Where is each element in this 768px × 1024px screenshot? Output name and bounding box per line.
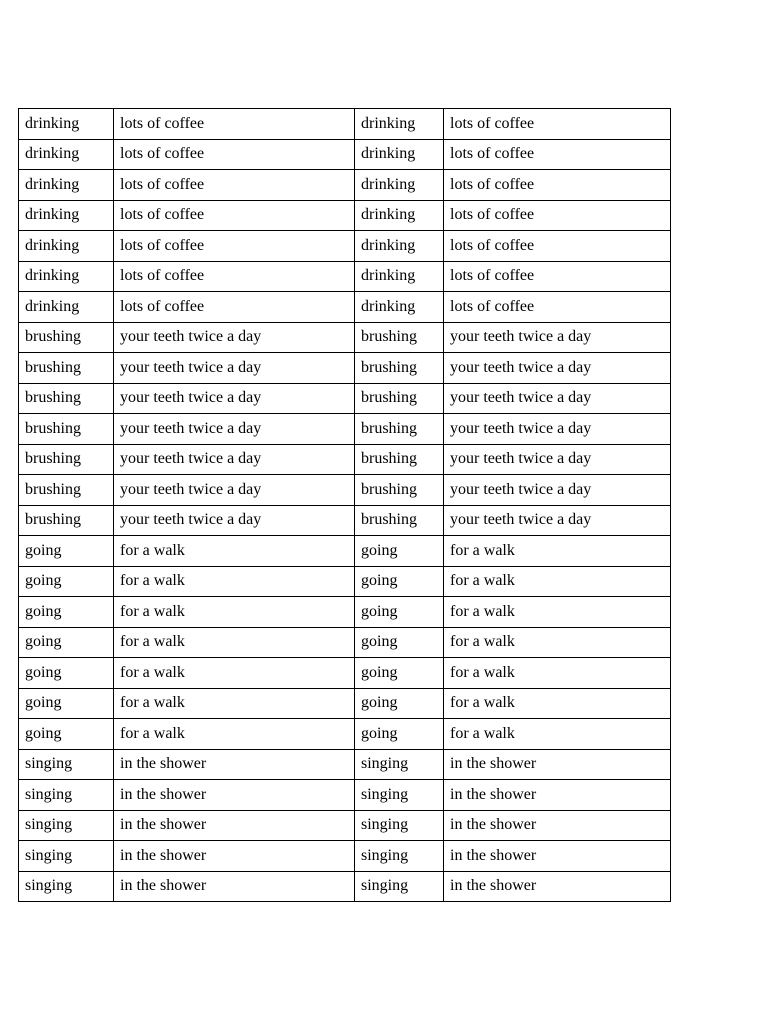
phrase-cell: lots of coffee <box>114 170 355 201</box>
phrase-cell: for a walk <box>114 688 355 719</box>
phrase-cell: lots of coffee <box>444 261 671 292</box>
verb-cell: going <box>355 627 444 658</box>
verb-cell: brushing <box>355 444 444 475</box>
table-row <box>19 688 671 719</box>
phrase-cell: your teeth twice a day <box>114 444 355 475</box>
phrase-cell: your teeth twice a day <box>114 383 355 414</box>
phrase-cell: for a walk <box>444 566 671 597</box>
verb-cell: going <box>19 688 114 719</box>
table-row <box>19 444 671 475</box>
table-row <box>19 536 671 567</box>
verb-cell: going <box>19 536 114 567</box>
verb-cell: brushing <box>355 505 444 536</box>
table-row <box>19 200 671 231</box>
phrase-cell: in the shower <box>114 841 355 872</box>
table-row <box>19 810 671 841</box>
table-row <box>19 505 671 536</box>
verb-cell: going <box>19 658 114 689</box>
verb-cell: going <box>355 536 444 567</box>
phrase-cell: for a walk <box>114 597 355 628</box>
table-row <box>19 658 671 689</box>
phrase-table <box>18 108 671 902</box>
verb-cell: singing <box>355 871 444 902</box>
phrase-cell: lots of coffee <box>114 261 355 292</box>
table-row <box>19 780 671 811</box>
verb-cell: drinking <box>19 261 114 292</box>
table-row <box>19 414 671 445</box>
phrase-cell: for a walk <box>114 658 355 689</box>
phrase-cell: your teeth twice a day <box>444 353 671 384</box>
table-row <box>19 383 671 414</box>
phrase-cell: your teeth twice a day <box>114 322 355 353</box>
table-row <box>19 109 671 140</box>
verb-cell: singing <box>19 871 114 902</box>
table-row <box>19 261 671 292</box>
phrase-cell: lots of coffee <box>114 139 355 170</box>
table-row <box>19 627 671 658</box>
phrase-cell: lots of coffee <box>444 109 671 140</box>
phrase-cell: in the shower <box>444 780 671 811</box>
phrase-cell: your teeth twice a day <box>114 505 355 536</box>
verb-cell: singing <box>355 810 444 841</box>
phrase-cell: lots of coffee <box>444 139 671 170</box>
phrase-cell: lots of coffee <box>114 109 355 140</box>
table-row <box>19 841 671 872</box>
verb-cell: singing <box>355 749 444 780</box>
table-row <box>19 353 671 384</box>
verb-cell: drinking <box>19 200 114 231</box>
verb-cell: going <box>19 627 114 658</box>
verb-cell: brushing <box>355 414 444 445</box>
phrase-cell: lots of coffee <box>444 200 671 231</box>
verb-cell: drinking <box>355 170 444 201</box>
verb-cell: going <box>355 597 444 628</box>
verb-cell: going <box>355 658 444 689</box>
verb-cell: brushing <box>355 475 444 506</box>
verb-cell: drinking <box>19 109 114 140</box>
phrase-cell: in the shower <box>444 841 671 872</box>
phrase-cell: lots of coffee <box>114 231 355 262</box>
phrase-cell: for a walk <box>444 627 671 658</box>
table-row <box>19 292 671 323</box>
phrase-cell: your teeth twice a day <box>444 444 671 475</box>
verb-cell: drinking <box>355 261 444 292</box>
phrase-cell: your teeth twice a day <box>114 475 355 506</box>
verb-cell: brushing <box>19 505 114 536</box>
verb-cell: singing <box>355 780 444 811</box>
table-row <box>19 597 671 628</box>
phrase-cell: your teeth twice a day <box>114 414 355 445</box>
phrase-cell: for a walk <box>444 688 671 719</box>
phrase-cell: for a walk <box>114 627 355 658</box>
verb-cell: drinking <box>19 292 114 323</box>
verb-cell: singing <box>19 810 114 841</box>
phrase-cell: for a walk <box>444 597 671 628</box>
phrase-cell: in the shower <box>444 810 671 841</box>
verb-cell: going <box>355 566 444 597</box>
phrase-cell: in the shower <box>114 749 355 780</box>
verb-cell: brushing <box>355 353 444 384</box>
phrase-cell: in the shower <box>444 749 671 780</box>
table-row <box>19 871 671 902</box>
phrase-cell: your teeth twice a day <box>444 383 671 414</box>
phrase-cell: your teeth twice a day <box>444 505 671 536</box>
phrase-cell: for a walk <box>114 719 355 750</box>
verb-cell: drinking <box>355 292 444 323</box>
phrase-cell: your teeth twice a day <box>444 414 671 445</box>
verb-cell: drinking <box>19 231 114 262</box>
table-row <box>19 170 671 201</box>
table-row <box>19 719 671 750</box>
verb-cell: brushing <box>355 322 444 353</box>
table-row <box>19 322 671 353</box>
phrase-cell: lots of coffee <box>114 292 355 323</box>
verb-cell: going <box>19 719 114 750</box>
verb-cell: going <box>355 688 444 719</box>
table-row <box>19 566 671 597</box>
phrase-cell: for a walk <box>114 536 355 567</box>
verb-cell: going <box>355 719 444 750</box>
verb-cell: drinking <box>355 200 444 231</box>
phrase-cell: for a walk <box>114 566 355 597</box>
verb-cell: drinking <box>19 139 114 170</box>
phrase-cell: in the shower <box>114 810 355 841</box>
verb-cell: brushing <box>355 383 444 414</box>
verb-cell: singing <box>19 749 114 780</box>
phrase-cell: in the shower <box>114 871 355 902</box>
verb-cell: going <box>19 566 114 597</box>
phrase-table-body <box>19 109 671 902</box>
phrase-cell: for a walk <box>444 658 671 689</box>
verb-cell: drinking <box>355 109 444 140</box>
phrase-cell: lots of coffee <box>444 292 671 323</box>
verb-cell: brushing <box>19 414 114 445</box>
phrase-cell: for a walk <box>444 719 671 750</box>
verb-cell: drinking <box>355 231 444 262</box>
verb-cell: singing <box>19 780 114 811</box>
table-row <box>19 139 671 170</box>
table-row <box>19 231 671 262</box>
phrase-cell: lots of coffee <box>444 231 671 262</box>
verb-cell: brushing <box>19 353 114 384</box>
verb-cell: drinking <box>355 139 444 170</box>
phrase-cell: in the shower <box>114 780 355 811</box>
phrase-cell: lots of coffee <box>444 170 671 201</box>
table-row <box>19 749 671 780</box>
verb-cell: singing <box>355 841 444 872</box>
verb-cell: brushing <box>19 322 114 353</box>
verb-cell: brushing <box>19 383 114 414</box>
verb-cell: brushing <box>19 475 114 506</box>
verb-cell: singing <box>19 841 114 872</box>
phrase-cell: in the shower <box>444 871 671 902</box>
verb-cell: drinking <box>19 170 114 201</box>
table-row <box>19 475 671 506</box>
phrase-cell: your teeth twice a day <box>444 322 671 353</box>
phrase-cell: your teeth twice a day <box>444 475 671 506</box>
verb-cell: going <box>19 597 114 628</box>
verb-cell: brushing <box>19 444 114 475</box>
phrase-cell: lots of coffee <box>114 200 355 231</box>
phrase-cell: for a walk <box>444 536 671 567</box>
phrase-cell: your teeth twice a day <box>114 353 355 384</box>
